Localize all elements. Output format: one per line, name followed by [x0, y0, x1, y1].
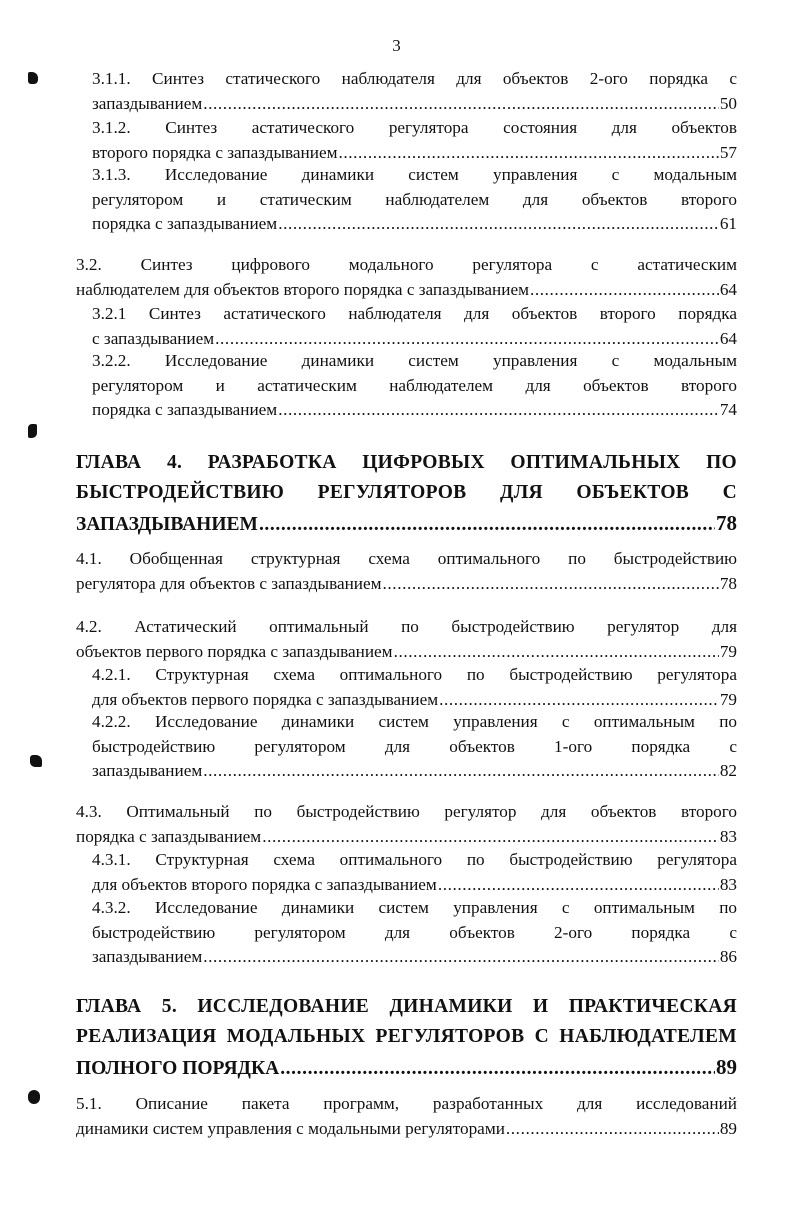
toc-entry-line: 4.3.1. Структурная схема оптимального по быстродействию регулятора [92, 850, 737, 869]
toc-entry-tail: динамики систем управления с модальными регуляторами [76, 1118, 505, 1138]
toc-entry-tail: ЗАПАЗДЫВАНИЕМ [76, 514, 258, 535]
toc-entry-line: 4.2.1. Структурная схема оптимального по быстродействию регулятора [92, 665, 737, 684]
scan-mark [30, 755, 42, 767]
toc-entry [92, 67, 737, 116]
toc-page-number: 82 [719, 761, 737, 780]
toc-chapter-heading [76, 992, 737, 1084]
toc-page-number: 64 [719, 279, 737, 299]
toc-page-number: 86 [719, 947, 737, 966]
toc-entry-last-line [92, 92, 737, 117]
toc-entry-last-line [92, 688, 737, 713]
toc-entry-line: 4.3. Оптимальный по быстродействию регулятор для объектов второго [76, 802, 737, 821]
dot-leader [278, 212, 719, 237]
dot-leader [394, 640, 719, 665]
toc-page-number: 74 [719, 400, 737, 419]
dot-leader [280, 1054, 715, 1084]
toc-entry [92, 710, 737, 784]
toc-entry-line: ГЛАВА 4. РАЗРАБОТКА ЦИФРОВЫХ ОПТИМАЛЬНЫХ ПО [76, 452, 737, 473]
dot-leader [506, 1117, 719, 1142]
toc-entry-last-line [76, 1117, 737, 1142]
toc-entry-tail: порядка с запаздыванием [92, 400, 278, 419]
toc-entry-tail: порядка с запаздыванием [92, 214, 278, 233]
toc-entry-line: 3.1.1. Синтез статического наблюдателя для объектов 2-ого порядка с [92, 69, 737, 88]
toc-page-number: 78 [719, 573, 737, 593]
scan-mark [28, 424, 37, 438]
toc-entry-line: 3.1.3. Исследование динамики систем управления с модальным [92, 165, 737, 184]
toc-entry-line: 4.3.2. Исследование динамики систем управления с оптимальным по [92, 898, 737, 917]
toc-page-number: 83 [719, 874, 737, 894]
toc-entry-tail: объектов первого порядка с запаздыванием [76, 641, 393, 661]
toc-entry [92, 163, 737, 237]
toc-entry [76, 615, 737, 664]
toc-entry-last-line [92, 398, 737, 423]
toc-entry-line: БЫСТРОДЕЙСТВИЮ РЕГУЛЯТОРОВ ДЛЯ ОБЪЕКТОВ С [76, 482, 737, 503]
toc-entry [92, 349, 737, 423]
dot-leader [262, 825, 719, 850]
toc-entry-last-line [92, 141, 737, 166]
dot-leader [203, 945, 719, 970]
toc-entry-tail: для объектов первого порядка с запаздыванием [92, 689, 439, 709]
dot-leader [259, 510, 715, 540]
dot-leader [383, 572, 719, 597]
toc-entry-line: 4.2.2. Исследование динамики систем управления с оптимальным по [92, 712, 737, 731]
toc-page-number: 61 [719, 214, 737, 233]
toc-entry-last-line [76, 1052, 737, 1084]
toc-entry-last-line [92, 327, 737, 352]
toc-entry [92, 663, 737, 712]
dot-leader [215, 327, 719, 352]
scan-mark [28, 72, 38, 84]
toc-entry [76, 1092, 737, 1141]
toc-entry-tail: для объектов второго порядка с запаздыванием [92, 874, 437, 894]
toc-entry-tail: запаздыванием [92, 947, 203, 966]
toc-entry-last-line [76, 278, 737, 303]
toc-entry-last-line [76, 640, 737, 665]
toc-entry-line: регулятором и статическим наблюдателем для объектов второго [92, 189, 737, 209]
toc-entry-line: 5.1. Описание пакета программ, разработанных для исследований [76, 1094, 737, 1113]
toc-entry-line: ГЛАВА 5. ИССЛЕДОВАНИЕ ДИНАМИКИ И ПРАКТИЧЕСКАЯ [76, 996, 737, 1017]
toc-page-number: 89 [716, 1055, 737, 1079]
scan-mark [28, 1090, 40, 1104]
toc-page-number: 50 [719, 93, 737, 113]
dot-leader [338, 141, 718, 166]
toc-entry-tail: запаздыванием [92, 761, 203, 780]
toc-entry-line: быстродействию регулятором для объектов 1-ого порядка с [92, 736, 737, 756]
toc-chapter-heading [76, 448, 737, 540]
dot-leader [203, 759, 719, 784]
toc-entry-line: 4.1. Обобщенная структурная схема оптимального по быстродействию [76, 549, 737, 568]
toc-entry-tail: второго порядка с запаздыванием [92, 142, 338, 162]
toc-entry [92, 848, 737, 897]
dot-leader [203, 92, 719, 117]
toc-entry-tail: с запаздыванием [92, 328, 215, 348]
toc-page-number: 57 [719, 142, 737, 162]
toc-entry-last-line [76, 572, 737, 597]
dot-leader [278, 398, 719, 423]
toc-entry-tail: наблюдателем для объектов второго порядка с запаздыванием [76, 279, 529, 299]
dot-leader [439, 688, 719, 713]
dot-leader [530, 278, 719, 303]
toc-entry-line: 4.2. Астатический оптимальный по быстродействию регулятор для [76, 617, 737, 636]
toc-page-number: 64 [719, 328, 737, 348]
toc-entry [76, 547, 737, 596]
toc-entry [76, 800, 737, 849]
toc-entry-last-line [92, 945, 737, 970]
toc-entry-line: регулятором и астатическим наблюдателем для объектов второго [92, 375, 737, 395]
toc-page-number: 89 [719, 1118, 737, 1138]
toc-entry-line: 3.1.2. Синтез астатического регулятора состояния для объектов [92, 118, 737, 137]
toc-page-number: 83 [719, 826, 737, 846]
toc-page-number: 79 [719, 641, 737, 661]
toc-entry-line: быстродействию регулятором для объектов 2-ого порядка с [92, 922, 737, 942]
toc-entry-line: 3.2.1 Синтез астатического наблюдателя для объектов второго порядка [92, 304, 737, 323]
toc-entry-line: 3.2.2. Исследование динамики систем управления с модальным [92, 351, 737, 370]
toc-page-number: 79 [719, 689, 737, 709]
toc-entry-line: РЕАЛИЗАЦИЯ МОДАЛЬНЫХ РЕГУЛЯТОРОВ С НАБЛЮДАТЕЛЕМ [76, 1026, 737, 1047]
toc-page-number: 78 [716, 511, 737, 535]
toc-entry-tail: регулятора для объектов с запаздыванием [76, 573, 382, 593]
toc-entry-tail: запаздыванием [92, 93, 203, 113]
toc-entry-last-line [92, 873, 737, 898]
toc-entry [92, 116, 737, 165]
toc-entry-last-line [76, 825, 737, 850]
page-number: 3 [392, 36, 401, 55]
toc-entry [92, 302, 737, 351]
dot-leader [438, 873, 719, 898]
toc-entry-last-line [92, 212, 737, 237]
toc-entry-line: 3.2. Синтез цифрового модального регулятора с астатическим [76, 255, 737, 274]
toc-entry [76, 253, 737, 302]
toc-entry-last-line [92, 759, 737, 784]
toc-entry-last-line [76, 508, 737, 540]
toc-entry [92, 896, 737, 970]
toc-entry-tail: ПОЛНОГО ПОРЯДКА [76, 1058, 280, 1079]
toc-entry-tail: порядка с запаздыванием [76, 826, 262, 846]
